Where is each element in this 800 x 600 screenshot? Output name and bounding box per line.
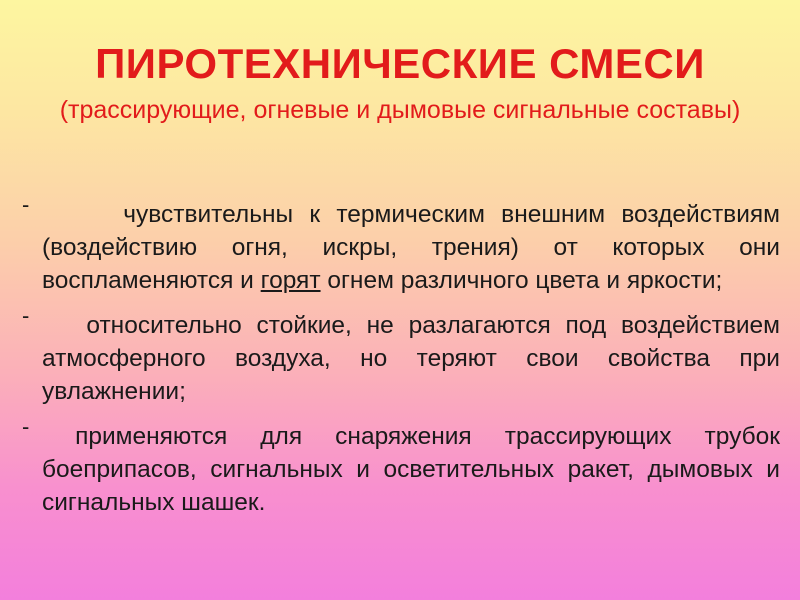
underlined-word: горят bbox=[260, 267, 321, 294]
bullet-item-stability bbox=[20, 303, 781, 408]
bullet-marker: - bbox=[22, 192, 30, 217]
bullet-text bbox=[42, 309, 780, 408]
bullet-text bbox=[42, 420, 780, 519]
bullet-text-part: огнем различного цвета и яркости; bbox=[320, 267, 723, 294]
bullet-marker: - bbox=[22, 414, 30, 439]
bullet-text bbox=[42, 198, 780, 297]
slide-title: ПИРОТЕХНИЧЕСКИЕ СМЕСИ bbox=[95, 40, 705, 87]
bullet-text-part: применяются для снаряжения трассирующих трубок боеприпасов, сигнальных и осветительных ракет, дымовых и сигнальных шашек. bbox=[42, 423, 781, 516]
bullet-text-part: относительно стойкие, не разлагаются под воздействием атмосферного воздуха, но теряют свои свойства при увлажнении; bbox=[42, 312, 781, 405]
bullet-item-sensitivity bbox=[20, 192, 780, 297]
bullet-list bbox=[20, 192, 781, 519]
slide-subtitle: (трассирующие, огневые и дымовые сигнальные составы) bbox=[59, 96, 741, 124]
bullet-text-part: чувствительны к термическим внешним воздействиям (воздействию огня, искры, трения) от которых они воспламеняются и bbox=[42, 201, 780, 294]
bullet-marker: - bbox=[22, 303, 30, 328]
bullet-item-usage bbox=[20, 414, 781, 519]
